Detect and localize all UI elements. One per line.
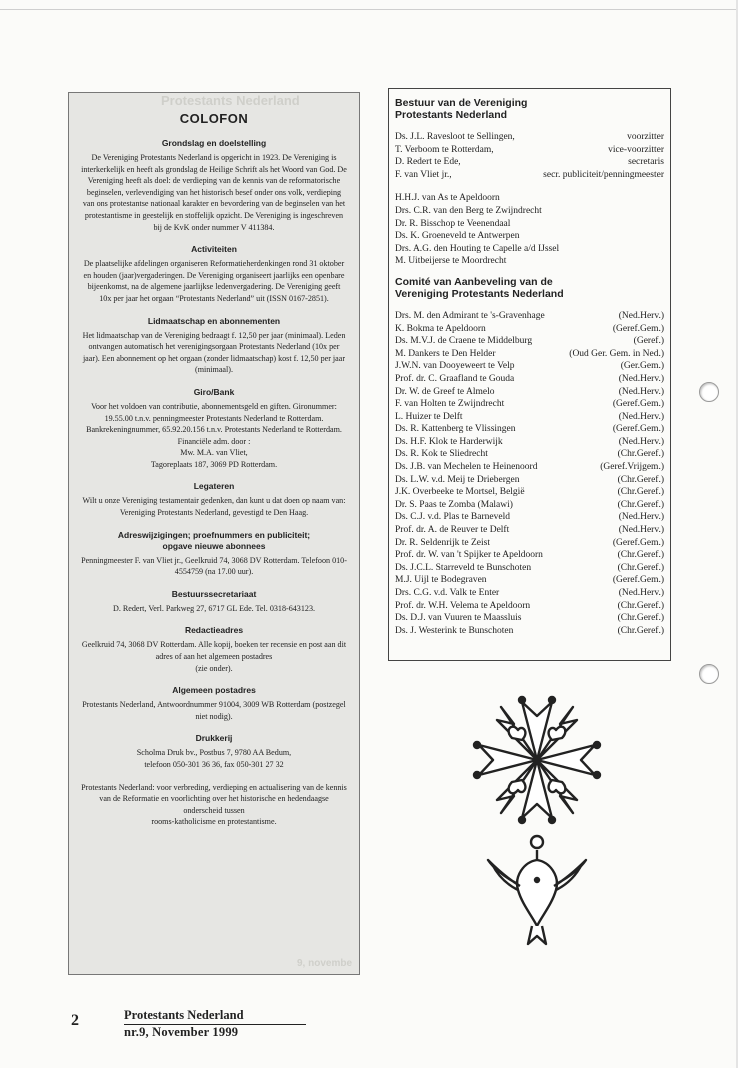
bestuur-officer-detail: vice-voorzitter <box>608 144 664 155</box>
bestuur-officer-name: F. van Vliet jr., <box>395 169 452 180</box>
bestuur-officer-name: T. Verboom te Rotterdam, <box>395 144 494 155</box>
punch-hole-upper <box>699 382 719 402</box>
footer-publication-title: Protestants Nederland <box>124 1008 306 1025</box>
bestuur-officer <box>395 169 664 182</box>
comite-member-name: Ds. R. Kattenberg te Vlissingen <box>395 424 516 435</box>
comite-member <box>395 373 664 386</box>
colofon-section-heading: Bestuurssecretariaat <box>171 588 257 599</box>
comite-member <box>395 335 664 348</box>
colofon-section-text: Geelkruid 74, 3068 DV Rotterdam. Alle kopij, boeken ter recensie en post aan dit adres of aan het algemeen postadres (zie onder). <box>81 640 347 673</box>
colofon-section-text: Scholma Druk bv., Postbus 7, 9780 AA Bedum, telefoon 050-301 36 36, fax 050-301 27 32 <box>136 748 292 769</box>
comite-member-detail: (Ned.Herv.) <box>618 588 664 598</box>
bestuur-member-name: H.H.J. van As te Apeldoorn <box>395 193 500 204</box>
comite-member <box>395 537 664 550</box>
comite-member-detail: (Geref.Gem.) <box>612 537 664 548</box>
colofon-box <box>68 92 360 975</box>
board-box <box>388 88 671 661</box>
bestuur-member <box>395 192 664 205</box>
comite-member-name: J.K. Overbeeke te Mortsel, België <box>395 487 525 498</box>
comite-members-list <box>395 310 664 637</box>
colofon-section-heading: Giro/Bank <box>193 386 235 397</box>
colofon-section <box>81 782 347 828</box>
comite-member-detail: (Ned.Herv.) <box>618 512 664 523</box>
comite-member-name: Drs. M. den Admirant te 's-Gravenhage <box>395 310 545 321</box>
comite-member <box>395 524 664 537</box>
colofon-watermark-top: Protestants Nederland <box>161 93 300 108</box>
comite-member-detail: (Chr.Geref.) <box>617 474 664 485</box>
colofon-sections <box>81 138 347 828</box>
comite-member-name: Dr. S. Paas te Zomba (Malawi) <box>395 499 513 510</box>
comite-member <box>395 600 664 613</box>
comite-member-detail: (Ned.Herv.) <box>618 411 664 422</box>
comite-member <box>395 360 664 373</box>
colofon-section-heading: Activiteiten <box>191 244 237 255</box>
comite-member-detail: (Chr.Geref.) <box>617 550 664 561</box>
colofon-section-text: Protestants Nederland: voor verbreding, verdieping en actualisering van de kennis van de Reformatie en voorlichting over het historische en hedendaagse onderscheid tussen rooms-katholicisme en protestantisme. <box>81 782 347 827</box>
comite-member <box>395 587 664 600</box>
bestuur-member-name: Ds. K. Groeneveld te Antwerpen <box>395 231 520 242</box>
colofon-section-heading: Adreswijzigingen; proefnummers en publiciteit; opgave nieuwe abonnees <box>117 529 311 551</box>
colofon-section-heading: Legateren <box>193 481 235 492</box>
bestuur-member <box>395 218 664 231</box>
comite-member-name: Ds. R. Kok te Sliedrecht <box>395 449 488 460</box>
comite-member <box>395 499 664 512</box>
colofon-section-heading: Grondslag en doelstelling <box>161 138 267 148</box>
colofon-section <box>81 685 347 722</box>
comite-member-detail: (Chr.Geref.) <box>617 499 664 510</box>
comite-member <box>395 423 664 436</box>
comite-member-detail: (Geref.Gem.) <box>612 575 664 586</box>
comite-member-detail: (Chr.Geref.) <box>617 487 664 498</box>
comite-member-name: Ds. C.J. v.d. Plas te Barneveld <box>395 512 510 523</box>
comite-member-detail: (Geref.Vrijgem.) <box>600 462 664 473</box>
bestuur-officer-detail: voorzitter <box>627 132 664 142</box>
comite-member-name: J.W.N. van Dooyeweert te Velp <box>395 361 515 372</box>
bestuur-officer-detail: secretaris <box>628 157 664 168</box>
comite-member-name: Dr. W. de Greef te Almelo <box>395 386 495 397</box>
colofon-section <box>81 244 347 304</box>
comite-member-name: Ds. M.V.J. de Craene te Middelburg <box>395 336 533 347</box>
page-number: 2 <box>71 1012 79 1029</box>
bestuur-member-name: Drs. A.G. den Houting te Capelle a/d IJssel <box>395 243 560 254</box>
comite-member-detail: (Oud Ger. Gem. in Ned.) <box>569 348 664 359</box>
colofon-section <box>81 589 347 615</box>
colofon-section-text: De plaatselijke afdelingen organiseren Reformatieherdenkingen rond 31 oktober en houden (jaar)vergaderingen. De Vereniging organiseert jaarlijks een openbare bijeenkomst, na de algemene jaarlijkse ledenvergadering. De Vereniging geeft 10x per jaar het orgaan “Protestants Nederland” uit (ISSN 0167-2851). <box>83 259 345 303</box>
comite-member <box>395 625 664 638</box>
bestuur-member <box>395 230 664 243</box>
colofon-section-heading: Algemeen postadres <box>172 685 256 696</box>
comite-member <box>395 323 664 336</box>
comite-member-name: Dr. R. Seldenrijk te Zeist <box>395 537 490 548</box>
colofon-section-text: Wilt u onze Vereniging testamentair gedenken, dan kunt u dat doen op naam van: Vereniging Protestants Nederland, gevestigd te Den Haag. <box>82 496 346 518</box>
bestuur-officer-detail: secr. publiciteit/penningmeester <box>543 169 664 180</box>
bestuur-officer <box>395 144 664 157</box>
comite-member-name: K. Bokma te Apeldoorn <box>395 323 486 334</box>
comite-member <box>395 310 664 323</box>
colofon-section-heading: Lidmaatschap en abonnementen <box>147 315 281 326</box>
comite-member-detail: (Geref.Gem.) <box>612 424 664 435</box>
bestuur-member-name: Drs. C.R. van den Berg te Zwijndrecht <box>395 205 542 216</box>
comite-member-detail: (Geref.Gem.) <box>612 323 664 334</box>
colofon-section-text: Het lidmaatschap van de Vereniging bedraagt f. 12,50 per jaar (minimaal). Leden ontvangen automatisch het verenigingsorgaan Protestants Nederland (10x per jaar). Een abonnement op het orgaan (zonder lidmaatschap) kost f. 12,50 per jaar (minimaal). <box>82 330 346 375</box>
comite-member <box>395 474 664 487</box>
bestuur-officers-list <box>395 131 664 181</box>
colofon-title: COLOFON <box>179 111 249 126</box>
comite-member <box>395 549 664 562</box>
comite-member-name: F. van Holten te Zwijndrecht <box>395 399 505 410</box>
comite-heading-line2: Vereniging Protestants Nederland <box>395 287 564 300</box>
colofon-section <box>81 530 347 578</box>
comite-member-name: L. Huizer te Delft <box>395 411 463 422</box>
comite-member <box>395 486 664 499</box>
colofon-section-text: De Vereniging Protestants Nederland is opgericht in 1923. De Vereniging is interkerkelijk en heeft als grondslag de Heilige Schrift als het Woord van God. De Vereniging heeft als doel: de verdieping van de kennis van de reformatorische beginselen, verlevendiging van het historisch besef onder ons volk, verdieping van ons protestantse nationaal karakter en bevordering van de beginselen van het protestantisme in geestelijk en stoffelijk opzicht. De Vereniging is ingeschreven bij de KvK onder nummer V 411384. <box>81 153 347 232</box>
comite-member-name: Prof. dr. C. Graafland te Gouda <box>395 373 515 384</box>
comite-heading <box>395 276 664 300</box>
comite-member-detail: (Ned.Herv.) <box>618 525 664 536</box>
comite-member-name: M.J. Uijl te Bodegraven <box>395 575 487 586</box>
comite-member-name: M. Dankers te Den Helder <box>395 348 496 359</box>
comite-member-detail: (Chr.Geref.) <box>617 562 664 573</box>
comite-member <box>395 612 664 625</box>
bestuur-members-list <box>395 192 664 268</box>
footer-issue: nr.9, November 1999 <box>124 1025 239 1039</box>
comite-member-name: Ds. J.B. van Mechelen te Heinenoord <box>395 462 538 473</box>
comite-member-name: Ds. D.J. van Vuuren te Maassluis <box>395 613 522 624</box>
colofon-section <box>81 138 347 233</box>
comite-member <box>395 448 664 461</box>
comite-member-name: Ds. L.W. v.d. Meij te Driebergen <box>395 474 520 485</box>
comite-member <box>395 436 664 449</box>
colofon-watermark-bottom: 9, novembe <box>297 958 353 969</box>
bestuur-heading <box>395 97 664 121</box>
colofon-section-heading: Drukkerij <box>195 733 233 744</box>
punch-hole-lower <box>699 664 719 684</box>
bestuur-officer <box>395 156 664 169</box>
comite-heading-line1: Comité van Aanbeveling van de <box>395 275 553 288</box>
comite-member-name: Ds. J. Westerink te Bunschoten <box>395 625 514 636</box>
bestuur-member <box>395 255 664 268</box>
comite-member-detail: (Ned.Herv.) <box>618 436 664 447</box>
comite-member <box>395 511 664 524</box>
comite-member-name: Ds. H.F. Klok te Harderwijk <box>395 436 503 447</box>
comite-member-name: Prof. dr. A. de Reuver te Delft <box>395 525 510 536</box>
colofon-section <box>81 625 347 674</box>
comite-member-name: Prof. dr. W. van 't Spijker te Apeldoorn <box>395 550 543 561</box>
colofon-section-text: D. Redert, Verl. Parkweg 27, 6717 GL Ede. Tel. 0318-643123. <box>112 603 316 613</box>
bestuur-heading-line1: Bestuur van de Vereniging <box>395 97 528 109</box>
comite-member-detail: (Chr.Geref.) <box>617 625 664 636</box>
comite-member-detail: (Geref.) <box>633 336 664 347</box>
comite-member-detail: (Geref.Gem.) <box>612 399 664 410</box>
comite-member-detail: (Chr.Geref.) <box>617 613 664 624</box>
bestuur-officer-name: Ds. J.L. Ravesloot te Sellingen, <box>395 132 515 142</box>
bestuur-member-name: M. Uitbeijerse te Moordrecht <box>395 256 507 267</box>
colofon-section-heading: Redactieadres <box>184 625 244 636</box>
scan-top-edge <box>0 9 738 10</box>
comite-member-detail: (Ned.Herv.) <box>618 310 664 321</box>
comite-member <box>395 348 664 361</box>
comite-member-detail: (Chr.Geref.) <box>617 600 664 611</box>
comite-member-name: Prof. dr. W.H. Velema te Apeldoorn <box>395 600 531 611</box>
comite-member <box>395 398 664 411</box>
comite-member <box>395 461 664 474</box>
comite-member <box>395 386 664 399</box>
colofon-section-text: Voor het voldoen van contributie, abonnementsgeld en giften. Gironummer: 19.55.00 t.n.v. penningmeester Protestants Nederland te Rotterdam. Bankrekeningnummer, 65.92.20.156 t.n.v. Protestants Nederland te Rotterdam. Financiële adm. door : Mw. M.A. van Vliet, Tagoreplaats 187, 3069 PD Rotterdam. <box>86 401 342 469</box>
comite-member-name: Drs. C.G. v.d. Valk te Enter <box>395 588 500 598</box>
comite-member <box>395 574 664 587</box>
comite-member-name: Ds. J.C.L. Starreveld te Bunschoten <box>395 562 532 573</box>
colofon-section <box>81 733 347 770</box>
colofon-section-text: Penningmeester F. van Vliet jr., Geelkruid 74, 3068 DV Rotterdam. Telefoon 010-4554759 (na 17.00 uur). <box>81 555 347 577</box>
bestuur-member-name: Dr. R. Bisschop te Veenendaal <box>395 218 511 229</box>
comite-member-detail: (Ned.Herv.) <box>618 386 664 397</box>
colofon-section <box>81 481 347 518</box>
comite-member-detail: (Ger.Gem.) <box>620 361 664 372</box>
bestuur-heading-line2: Protestants Nederland <box>395 109 508 121</box>
bestuur-member <box>395 243 664 256</box>
huguenot-cross-icon <box>452 690 622 980</box>
bestuur-member <box>395 205 664 218</box>
colofon-section <box>81 387 347 471</box>
bestuur-officer <box>395 131 664 144</box>
colofon-section <box>81 316 347 376</box>
comite-member <box>395 411 664 424</box>
bestuur-officer-name: D. Redert te Ede, <box>395 157 461 168</box>
colofon-section-text: Protestants Nederland, Antwoordnummer 91004, 3009 WB Rotterdam (postzegel niet nodig). <box>82 700 346 721</box>
comite-member <box>395 562 664 575</box>
comite-member-detail: (Chr.Geref.) <box>617 449 664 460</box>
comite-member-detail: (Ned.Herv.) <box>618 373 664 384</box>
